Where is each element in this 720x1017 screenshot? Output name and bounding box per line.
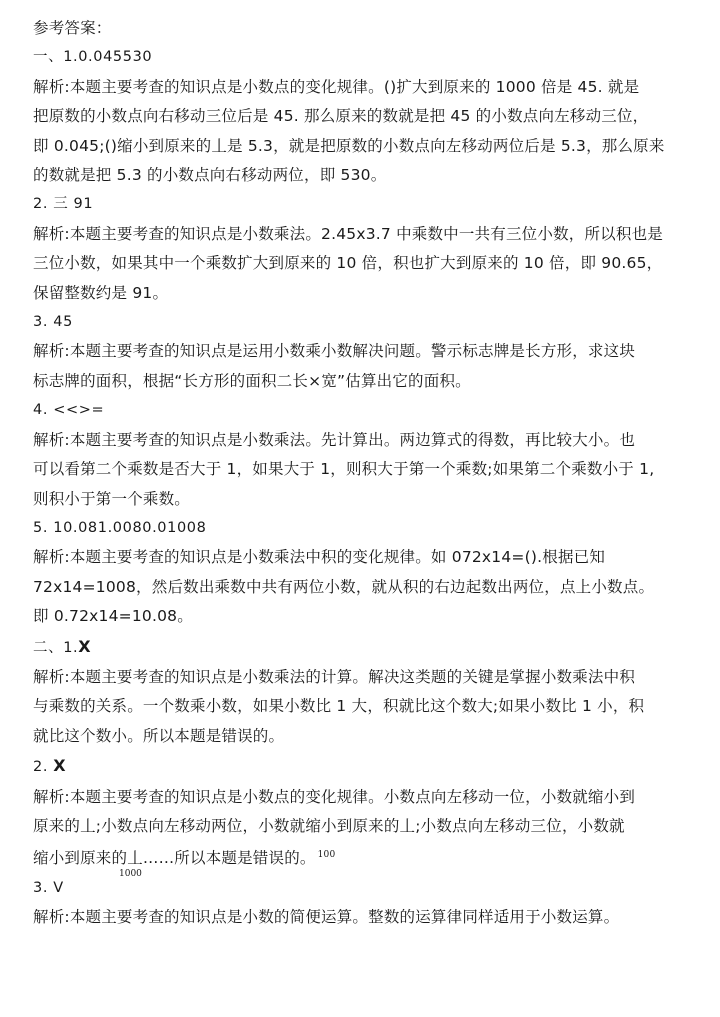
explanation-line: 即 0.045;()缩小到原来的丄是 5.3，就是把原数的小数点向左移动两位后是 5.3，那么原来 (33, 136, 665, 155)
explanation-text: 缩小到原来的丄……所以本题是错误的。 (33, 849, 316, 868)
explanation-line: 解析:本题主要考查的知识点是小数的简便运算。整数的运算律同样适用于小数运算。 (33, 908, 620, 927)
explanation-line: 标志牌的面积，根据“长方形的面积二长×宽”估算出它的面积。 (33, 371, 471, 390)
answer-2-1 (33, 632, 686, 663)
answer-1-1: 一、1.0.045530 (33, 49, 153, 66)
answer-2-3: 3. V (33, 879, 64, 896)
explanation-line: 解析:本题主要考查的知识点是运用小数乘小数解决问题。警示标志牌是长方形，求这块 (33, 342, 636, 361)
answer-1-5: 5. 10.081.0080.01008 (33, 519, 207, 536)
explanation-line: 三位小数，如果其中一个乘数扩大到原来的 10 倍，积也扩大到原来的 10 倍，即 90.65， (33, 254, 663, 273)
explanation-line: 把原数的小数点向右移动三位后是 45. 那么原来的数就是把 45 的小数点向左移动三位， (33, 107, 649, 126)
fraction-numerator: 100 (317, 850, 336, 861)
explanation-line: 解析:本题主要考查的知识点是小数乘法。先计算出。两边算式的得数，再比较大小。也 (33, 430, 636, 449)
wrong-mark: X (53, 756, 67, 776)
explanation-line: 解析:本题主要考查的知识点是小数点的变化规律。()扩大到原来的 1000 倍是 45. 就是 (33, 77, 640, 96)
explanation-line: 72x14=1008，然后数出乘数中共有两位小数，就从积的右边起数出两位，点上小数点。 (33, 577, 655, 596)
explanation-line: 解析:本题主要考查的知识点是小数乘法中积的变化规律。如 072x14=().根据已知 (33, 548, 606, 567)
explanation-line: 解析:本题主要考查的知识点是小数乘法。2.45x3.7 中乘数中一共有三位小数，所以积也是 (33, 224, 663, 243)
answer-number: 二、1. (33, 639, 79, 656)
explanation-line: 则积小于第一个乘数。 (33, 489, 191, 508)
explanation-line: 可以看第二个乘数是否大于 1，如果大于 1，则积大于第一个乘数;如果第二个乘数小于 1, (33, 460, 655, 479)
explanation-line: 解析:本题主要考查的知识点是小数乘法的计算。解决这类题的关键是掌握小数乘法中积 (33, 667, 636, 686)
answer-number: 2. (33, 759, 54, 776)
explanation-line: 与乘数的关系。一个数乘小数，如果小数比 1 大，积就比这个数大;如果小数比 1 小，积 (33, 697, 645, 716)
explanation-line: 的数就是把 5.3 的小数点向右移动两位，即 530。 (33, 166, 387, 185)
page-title: 参考答案： (33, 19, 112, 37)
explanation-line: 保留整数约是 91。 (33, 283, 169, 302)
explanation-line: 即 0.72x14=10.08。 (33, 607, 193, 626)
answer-2-2 (33, 751, 686, 782)
answer-1-4: 4. <<>= (33, 402, 105, 419)
wrong-mark: X (78, 636, 92, 656)
fraction-denominator: 1000 (119, 868, 142, 879)
explanation-line: 原来的丄;小数点向左移动两位，小数就缩小到原来的丄;小数点向左移动三位，小数就 (33, 816, 625, 835)
explanation-line: 解析:本题主要考查的知识点是小数点的变化规律。小数点向左移动一位，小数就缩小到 (33, 787, 636, 806)
answer-1-3: 3. 45 (33, 314, 73, 331)
explanation-line: 就比这个数小。所以本题是错误的。 (33, 726, 285, 745)
answer-1-2: 2. 三 91 (33, 196, 94, 213)
